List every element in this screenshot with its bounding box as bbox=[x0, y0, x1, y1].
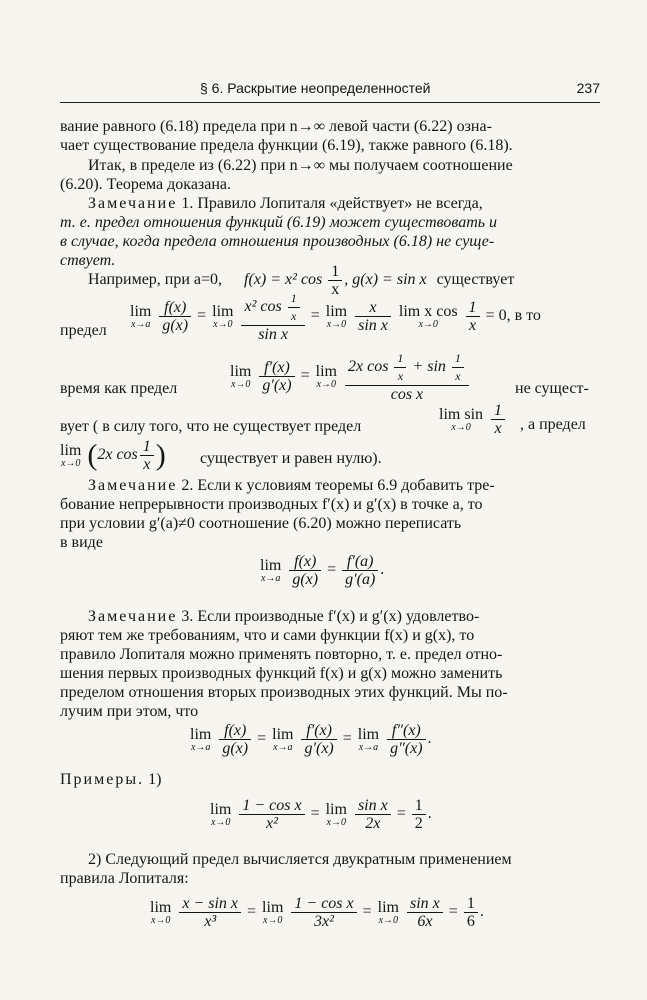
example-2-line-2: правила Лопиталя: bbox=[60, 870, 189, 887]
formula-lim-sin: lim sin x→0 $\frac{1}{x}$ bbox=[437, 402, 507, 437]
example-intro: Например, при a=0, f(x) = x² cos $\frac{1}{x}$ , g(x) = sin x существует bbox=[88, 263, 515, 298]
formula-lim-2xcos: lim x→0 (2x cos $\frac{1}{x}$ ) bbox=[60, 438, 166, 473]
remark-3-line-4: шения первых производных функций f(x) и g(x) можно заменить bbox=[60, 665, 503, 682]
vuet-line: вует ( в силу того, что не существует предел bbox=[60, 418, 362, 435]
formula-limit-2: lim x→0 $\frac{f'(x)}{g'(x)}$ = lim x→0 2x cos $\frac{1}{x}$ + sin $\frac{1}{x}$ cos x bbox=[228, 350, 471, 403]
paren-left: ( bbox=[87, 438, 98, 472]
remark-1-label: Замечание bbox=[88, 195, 178, 212]
text-line-1: вание равного (6.18) предела при n→∞ левой части (6.22) озна- bbox=[60, 118, 492, 135]
running-header bbox=[60, 76, 600, 103]
formula-limit-1: lim x→a $\frac{f(x)}{g(x)}$ = lim x→0 x² cos $\frac{1}{x}$ sin x = lim x→0 $\frac{x}{\text{sin x}}$ lim x cos x→0 $\frac{1}{x}$ = 0, в то bbox=[130, 291, 541, 343]
header-title: § 6. Раскрытие неопределенностей bbox=[200, 80, 431, 96]
frac-1-over-x: $\frac{1}{x}$ bbox=[328, 263, 342, 298]
remark-2-line-3: при условии g′(a)≠0 соотношение (6.20) можно переписать bbox=[60, 515, 462, 532]
ne-sush: не сущест- bbox=[515, 380, 589, 397]
paren-right: ) bbox=[155, 438, 166, 472]
remark-1-line-1 bbox=[88, 195, 600, 213]
remark-2-line-2: бование непрерывности производных f′(x) и g′(x) в точке a, то bbox=[60, 496, 483, 513]
page-number: 237 bbox=[576, 80, 600, 96]
formula-example-2: lim x→0 $\frac{\text{x − sin x}}{\text{x³}}$ = lim x→0 $\frac{\text{1 − cos x}}{\text{3x²}}$ = lim x→0 $\frac{\text{sin x}}{6x}$ = $\frac{1}{6}$ . bbox=[150, 895, 484, 930]
remark-1-line-3: в случае, когда предела отношения производных (6.18) не суще- bbox=[60, 233, 495, 250]
remark-2-line-1: Замечание 2. Если к условиям теоремы 6.9 добавить тре- bbox=[88, 477, 495, 494]
remark-2-line-4: в виде bbox=[60, 534, 103, 551]
exists-zero: существует и равен нулю). bbox=[200, 450, 382, 467]
text-line-4: (6.20). Теорема доказана. bbox=[60, 176, 231, 193]
remark-1-text: 1. Правило Лопиталя «действует» не всегда, bbox=[177, 195, 483, 212]
remark-1-line-2: т. е. предел отношения функций (6.19) может существовать и bbox=[60, 214, 498, 231]
predel-word: предел bbox=[60, 322, 107, 339]
text-line-2: чает существование предела функции (6.19), также равного (6.18). bbox=[60, 137, 513, 154]
formula-remark-2: lim x→a $\frac{f(x)}{g(x)}$ = $\frac{f'(a)}{g'(a)}$ . bbox=[260, 553, 385, 588]
a-predel: , а предел bbox=[520, 416, 586, 433]
examples-heading: Примеры. 1) bbox=[60, 771, 162, 788]
remark-3-line-1: Замечание 3. Если производные f′(x) и g′(x) удовлетво- bbox=[88, 608, 480, 625]
formula-example-1: lim x→0 $\frac{\text{1 − cos x}}{\text{x²}}$ = lim x→0 $\frac{\text{sin x}}{2x}$ = $\frac{1}{2}$ . bbox=[210, 797, 432, 832]
remark-3-line-3: правило Лопиталя можно применять повторно, т. е. предел отно- bbox=[60, 646, 503, 663]
remark-1-line-4: ствует. bbox=[60, 252, 116, 269]
example-2-line-1: 2) Следующий предел вычисляется двукратным применением bbox=[88, 851, 512, 868]
remark-3-line-6: лучим при этом, что bbox=[60, 703, 199, 720]
formula-remark-3: lim x→a $\frac{f(x)}{g(x)}$ = lim x→a $\frac{f'(x)}{g'(x)}$ = lim x→a $\frac{f''(x)}{g''(x)}$ . bbox=[190, 722, 432, 757]
remark-3-line-2: ряют тем же требованиям, что и сами функции f(x) и g(x), то bbox=[60, 627, 475, 644]
text-line-3: Итак, в пределе из (6.22) при n→∞ мы получаем соотношение bbox=[88, 157, 513, 174]
vremya-words: время как предел bbox=[60, 380, 178, 397]
remark-3-line-5: пределом отношения вторых производных этих функций. Мы по- bbox=[60, 684, 508, 701]
